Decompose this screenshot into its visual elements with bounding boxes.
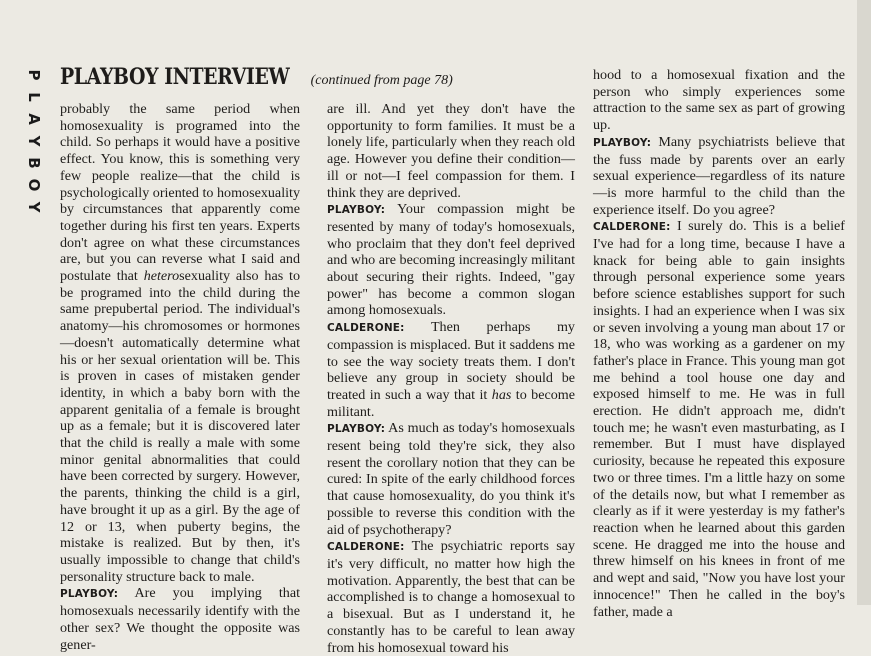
- text-run: I surely do. This is a belief I've had for a long time, because I have a knack for being able to gain insights through personal experience some years before science establishes support for such insights. I had an experience when I was six or seven involving a young man about 17 or 18, who was working as a gardener on my father's place in France. This young man got me behind a tool house one day and exposed himself to me. He was in full erection. He didn't approach me, didn't touch me; he wasn't even masturbating, as I remember. But I must have displayed curiosity, because he repeated this exposure two or three times. I'm a little hazy on some of the details now, but what I remember as clearly as if it were yesterday is my father's reaction when he learned about this garden scene. He dragged me into the house and threw himself on his knees in front of me and wept and said, "Now you have lost your innocence!" Then he called in the boy's father, made a: [593, 218, 845, 620]
- paragraph: [593, 218, 845, 620]
- paragraph: [327, 420, 575, 538]
- text-run: The psychiatric reports say it's very difficult, no matter how high the motivation. Apparently, the best that can be accomplished is to change a homosexual to a bisexual. But as I understand it, he constantly has to be careful to lean away from his homosexual toward his: [327, 538, 575, 656]
- side-mark-letter: L: [25, 92, 43, 102]
- paragraph: [327, 101, 575, 201]
- article-title: PLAYBOY INTERVIEW: [60, 64, 290, 90]
- paragraph: [327, 538, 575, 656]
- continued-note: (continued from page 78): [310, 73, 453, 88]
- paragraph: [60, 585, 300, 653]
- side-mark-letter: O: [25, 178, 43, 192]
- speaker-label: PLAYBOY:: [327, 204, 386, 217]
- text-column-3: [593, 67, 845, 620]
- text-run: hood to a homosexual fixation and the person who simply experiences some attraction to the same sex as part of growing up.: [593, 67, 845, 134]
- emphasis-text: hetero: [143, 268, 180, 285]
- speaker-label: CALDERONE:: [593, 221, 671, 234]
- text-run: Then perhaps my compassion is misplaced. But it saddens me to see the way society treats them. I don't believe any group in society should be treated in such a way that it: [327, 319, 575, 403]
- text-run: to become militant.: [327, 386, 575, 420]
- text-run: Many psychiatrists believe that the fuss made by parents over an early sexual experience—regardless of its nature—is more harmful to the child than the experience itself. Do you agree?: [593, 133, 845, 218]
- speaker-label: PLAYBOY:: [593, 136, 652, 149]
- emphasis-text: has: [491, 386, 512, 403]
- text-column-1: [60, 101, 300, 653]
- paragraph: [60, 101, 300, 585]
- paragraph: [593, 134, 845, 219]
- text-run: sexuality also has to be programed into the child during the same prepubertal period. The individual's anatomy—his chromosomes or hormones—doesn't automatically determine what his or her sexual orientation will be. This is proven in cases of mistaken gender identity, in which a baby born with the apparent genitalia of a female is brought up as a female; but it is discovered later that the child is really a male with some minor genital abnormalities that could have been corrected by surgery. However, the parents, thinking the child is a girl, have brought it up as a girl. By the age of 12 or 13, when puberty begins, the mistake is realized. But by then, it's usually impossible to change that child's personality structure back to male.: [60, 268, 300, 585]
- speaker-label: PLAYBOY:: [60, 588, 119, 601]
- side-mark-letter: Y: [25, 201, 43, 213]
- side-mark-letter: Y: [25, 135, 43, 147]
- text-run: Your compassion might be resented by many of today's homosexuals, who proclaim that they don't feel deprived and who are becoming increasingly militant about securing their rights. Indeed, "gay power" has become a common slogan among homosexuals.: [327, 201, 575, 319]
- text-run: As much as today's homosexuals resent being told they're sick, they also resent the corollary notion that they can be cured: In spite of the early childhood forces that cause homosexuality, do you think it's possible to reverse this condition with the aid of psychotherapy?: [327, 420, 575, 538]
- side-playboy-mark: [19, 64, 49, 218]
- side-mark-letter: P: [25, 69, 43, 81]
- side-mark-letter: A: [25, 113, 43, 125]
- text-run: probably the same period when homosexuality is programed into the child. So perhaps it would have a positive effect. You know, this is something very few people realize—that the child is psychologically oriented to homosexuality by circumstances that apparently come together during his first ten years. Experts don't agree on what these circumstances are, but you can reverse what I said and postulate that: [60, 101, 300, 285]
- text-run: Are you implying that homosexuals necessarily identify with the other sex? We thought the opposite was gener-: [60, 585, 301, 653]
- text-run: are ill. And yet they don't have the opportunity to form families. It must be a lonely life, particularly when they reach old age. However you define their condition—ill or not—I feel compassion for them. I think they are deprived.: [327, 101, 575, 201]
- speaker-label: CALDERONE:: [327, 322, 405, 335]
- speaker-label: CALDERONE:: [327, 541, 405, 554]
- text-column-2: [327, 101, 575, 656]
- speaker-label: PLAYBOY:: [327, 423, 386, 436]
- paragraph: [327, 201, 575, 319]
- paragraph: [593, 67, 845, 134]
- paragraph: [327, 319, 575, 420]
- side-mark-letter: B: [25, 157, 43, 169]
- article-header: [60, 64, 453, 90]
- page-gutter: [857, 0, 871, 605]
